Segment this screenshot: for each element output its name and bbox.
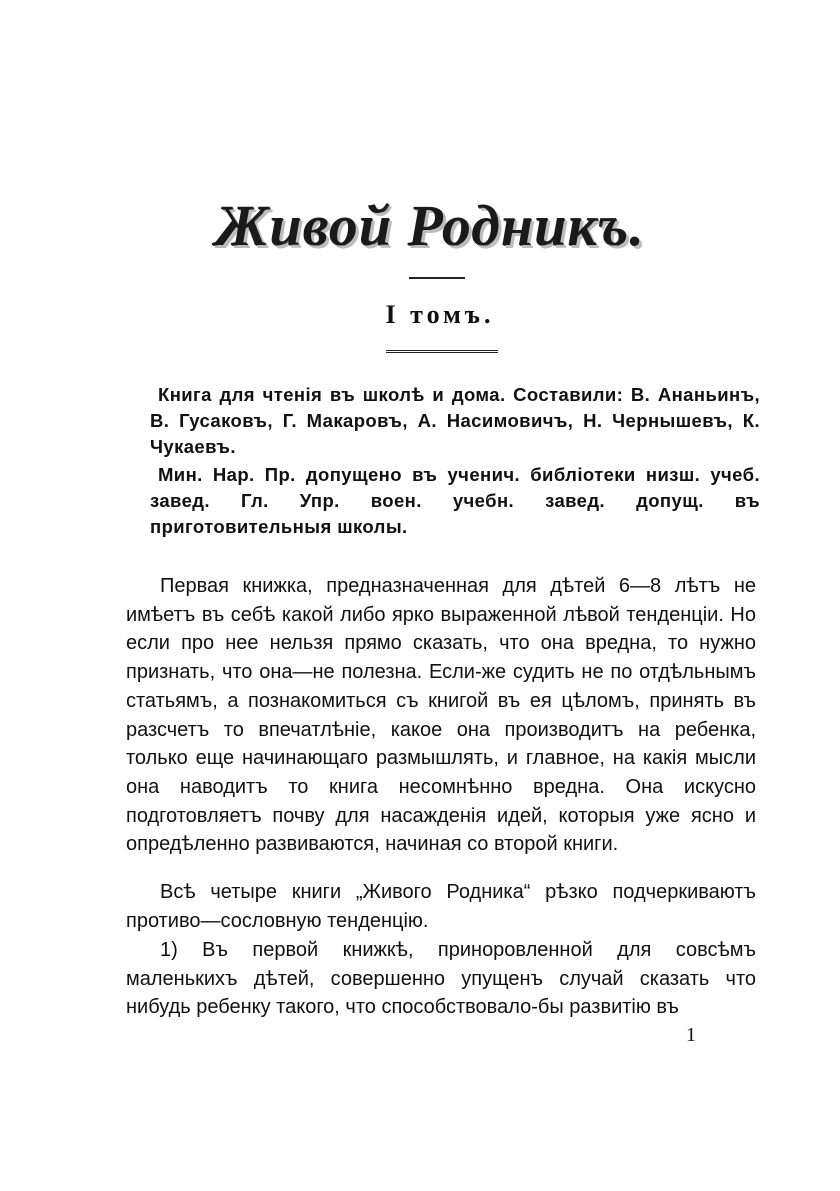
volume-heading: I томъ. <box>385 300 495 329</box>
volume-divider <box>386 350 498 355</box>
book-title: Живой Родникъ. <box>215 193 645 258</box>
paragraph: Всѣ четыре книги „Живого Родника“ рѣзко подчеркиваютъ противо—сословную тенденцію. <box>126 881 756 932</box>
paragraph: 1) Въ первой книжкѣ, приноровленной для совсѣмъ маленькихъ дѣтей, совершенно упущенъ случай сказать что нибудь ребенку такого, что способствовало-бы развитію въ <box>126 939 756 1019</box>
title-divider <box>409 277 465 279</box>
page-number: 1 <box>686 1024 696 1046</box>
paragraph: Первая книжка, предназначенная для дѣтей 6—8 лѣтъ не имѣетъ въ себѣ какой либо ярко выраженной лѣвой тенденціи. Но если про нее нельзя прямо сказать, что она вредна, то нужно признать, что она—не полезна. Если-же судить не по отдѣльнымъ статьямъ, а познакомиться съ книгой въ ея цѣломъ, принять въ разсчетъ то впечатлѣніе, какое она производитъ на ребенка, только еще начинающаго размышлять, и главное, на какія мысли она наводитъ то книга несомнѣнно вредна. Она искусно подготовляетъ почву для насажденія идей, которыя уже ясно и опредѣленно развиваются, начиная со второй книги. <box>126 575 756 856</box>
ministry-approval: Мин. Нар. Пр. допущено въ ученич. библіотеки низш. учеб. завед. Гл. Упр. воен. учебн. завед. допущ. въ приготовительныя школы. <box>150 464 760 537</box>
book-description: Книга для чтенія въ школѣ и дома. Составили: В. Ананьинъ, В. Гусаковъ, Г. Макаровъ, А. Насимовичъ, Н. Чернышевъ, К. Чукаевъ. <box>150 384 760 457</box>
